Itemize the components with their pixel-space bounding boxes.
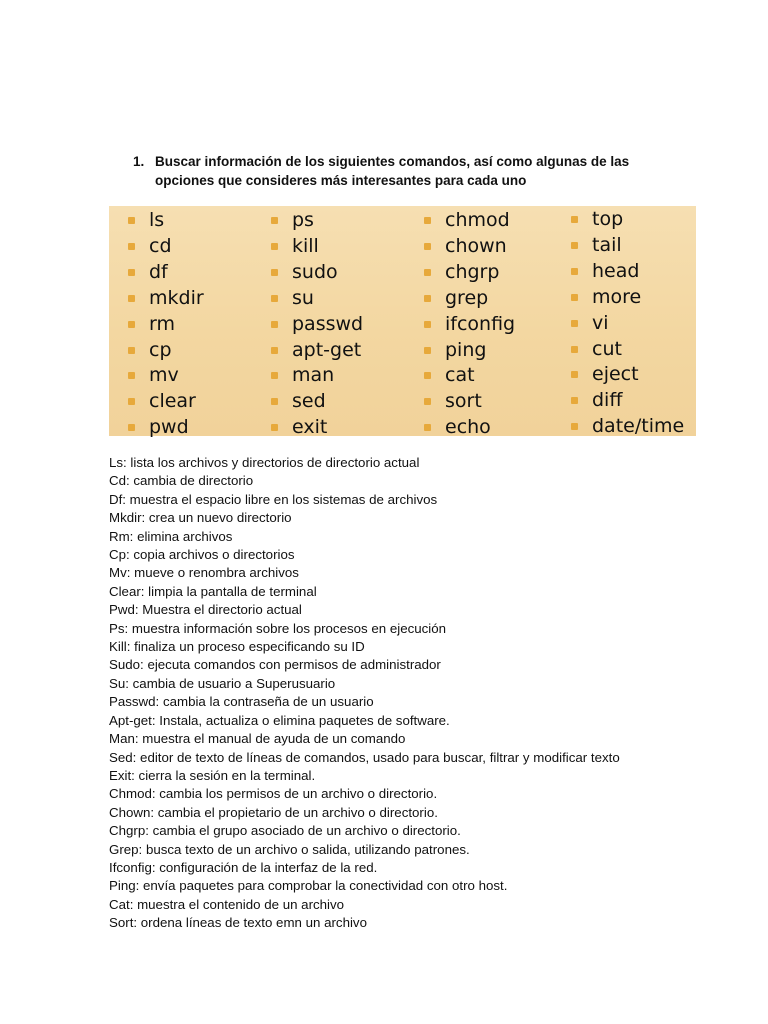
square-bullet-icon [271,321,278,328]
command-name: chgrp [445,260,500,283]
description-line: Apt-get: Instala, actualiza o elimina paquetes de software. [109,712,450,728]
command-name: chown [445,234,507,257]
square-bullet-icon [424,295,431,302]
command-name: ps [292,209,314,231]
question-line-1: Buscar información de los siguientes comandos, así como algunas de las [155,154,630,169]
command-name: passwd [292,312,364,335]
question-number: 1. [133,154,145,169]
description-line: Ps: muestra información sobre los procesos en ejecución [109,620,447,636]
command-name: top [592,208,624,230]
description-line: Chown: cambia el propietario de un archivo o directorio. [109,804,438,820]
command-name: ping [445,338,487,361]
square-bullet-icon [128,295,135,302]
command-name: grep [445,286,489,309]
description-line: Cd: cambia de directorio [109,473,254,489]
command-name: mv [149,364,179,387]
command-descriptions [109,454,749,933]
square-bullet-icon [571,320,578,327]
square-bullet-icon [571,294,578,301]
command-name: apt-get [292,338,362,361]
square-bullet-icon [424,424,431,431]
square-bullet-icon [424,269,431,276]
description-line: Ifconfig: configuración de la interfaz de la red. [109,859,378,875]
description-line: Df: muestra el espacio libre en los sistemas de archivos [109,491,438,507]
description-line: Su: cambia de usuario a Superusuario [109,675,336,691]
question-line-2: opciones que consideres más interesantes para cada uno [155,173,527,188]
question-heading [133,152,693,190]
command-name: date/time [592,415,685,438]
description-line: Grep: busca texto de un archivo o salida, utilizando patrones. [109,841,470,857]
description-line: Exit: cierra la sesión en la terminal. [109,767,316,783]
command-name: echo [445,416,491,439]
command-name: sort [445,390,482,413]
square-bullet-icon [571,346,578,353]
description-line: Pwd: Muestra el directorio actual [109,602,302,618]
command-name: diff [592,389,623,412]
description-line: Kill: finaliza un proceso especificando su ID [109,639,365,655]
square-bullet-icon [128,217,135,224]
command-name: exit [292,416,328,439]
description-line: Man: muestra el manual de ayuda de un comando [109,731,406,747]
description-line: Ping: envía paquetes para comprobar la conectividad con otro host. [109,878,508,894]
square-bullet-icon [271,398,278,405]
square-bullet-icon [128,269,135,276]
command-name: ifconfig [445,312,516,335]
description-line: Ls: lista los archivos y directorios de directorio actual [109,455,420,470]
square-bullet-icon [424,217,431,224]
square-bullet-icon [424,321,431,328]
description-line: Mkdir: crea un nuevo directorio [109,510,292,526]
square-bullet-icon [424,398,431,405]
command-name: cat [445,364,475,387]
command-name: su [292,286,314,309]
square-bullet-icon [271,347,278,354]
description-line: Mv: mueve o renombra archivos [109,565,299,581]
square-bullet-icon [571,242,578,249]
command-name: more [592,285,642,308]
command-name: cd [149,234,172,257]
square-bullet-icon [271,424,278,431]
command-name: ls [149,209,165,231]
command-name: clear [149,390,196,413]
square-bullet-icon [128,372,135,379]
square-bullet-icon [424,347,431,354]
command-name: df [149,260,168,283]
description-line: Sed: editor de texto de líneas de comandos, usado para buscar, filtrar y modificar texto [109,749,620,765]
description-line: Cat: muestra el contenido de un archivo [109,896,345,912]
command-name: vi [592,311,609,334]
square-bullet-icon [571,397,578,404]
description-line: Cp: copia archivos o directorios [109,547,295,563]
command-name: mkdir [149,286,204,309]
square-bullet-icon [424,372,431,379]
description-line: Sudo: ejecuta comandos con permisos de administrador [109,657,441,673]
command-name: man [292,364,335,387]
command-name: pwd [149,416,189,439]
command-name: chmod [445,209,510,231]
command-name: head [592,259,640,282]
description-line: Rm: elimina archivos [109,528,233,544]
command-name: eject [592,363,639,386]
command-name: sed [292,390,326,413]
square-bullet-icon [271,372,278,379]
description-line: Chgrp: cambia el grupo asociado de un archivo o directorio. [109,823,461,839]
description-line: Clear: limpia la pantalla de terminal [109,583,317,599]
square-bullet-icon [128,398,135,405]
square-bullet-icon [571,423,578,430]
command-list-panel [109,206,696,439]
square-bullet-icon [571,268,578,275]
command-name: rm [149,312,175,335]
command-name: cp [149,338,172,361]
square-bullet-icon [128,321,135,328]
square-bullet-icon [128,347,135,354]
square-bullet-icon [271,295,278,302]
square-bullet-icon [571,371,578,378]
description-line: Sort: ordena líneas de texto emn un archivo [109,915,367,931]
description-line: Passwd: cambia la contraseña de un usuario [109,694,374,710]
command-name: tail [592,233,622,256]
square-bullet-icon [271,269,278,276]
command-name: sudo [292,260,338,283]
square-bullet-icon [571,216,578,223]
square-bullet-icon [128,424,135,431]
square-bullet-icon [271,217,278,224]
description-line: Chmod: cambia los permisos de un archivo o directorio. [109,786,438,802]
command-name: kill [292,234,319,257]
square-bullet-icon [424,243,431,250]
square-bullet-icon [128,243,135,250]
square-bullet-icon [271,243,278,250]
command-name: cut [592,337,622,360]
